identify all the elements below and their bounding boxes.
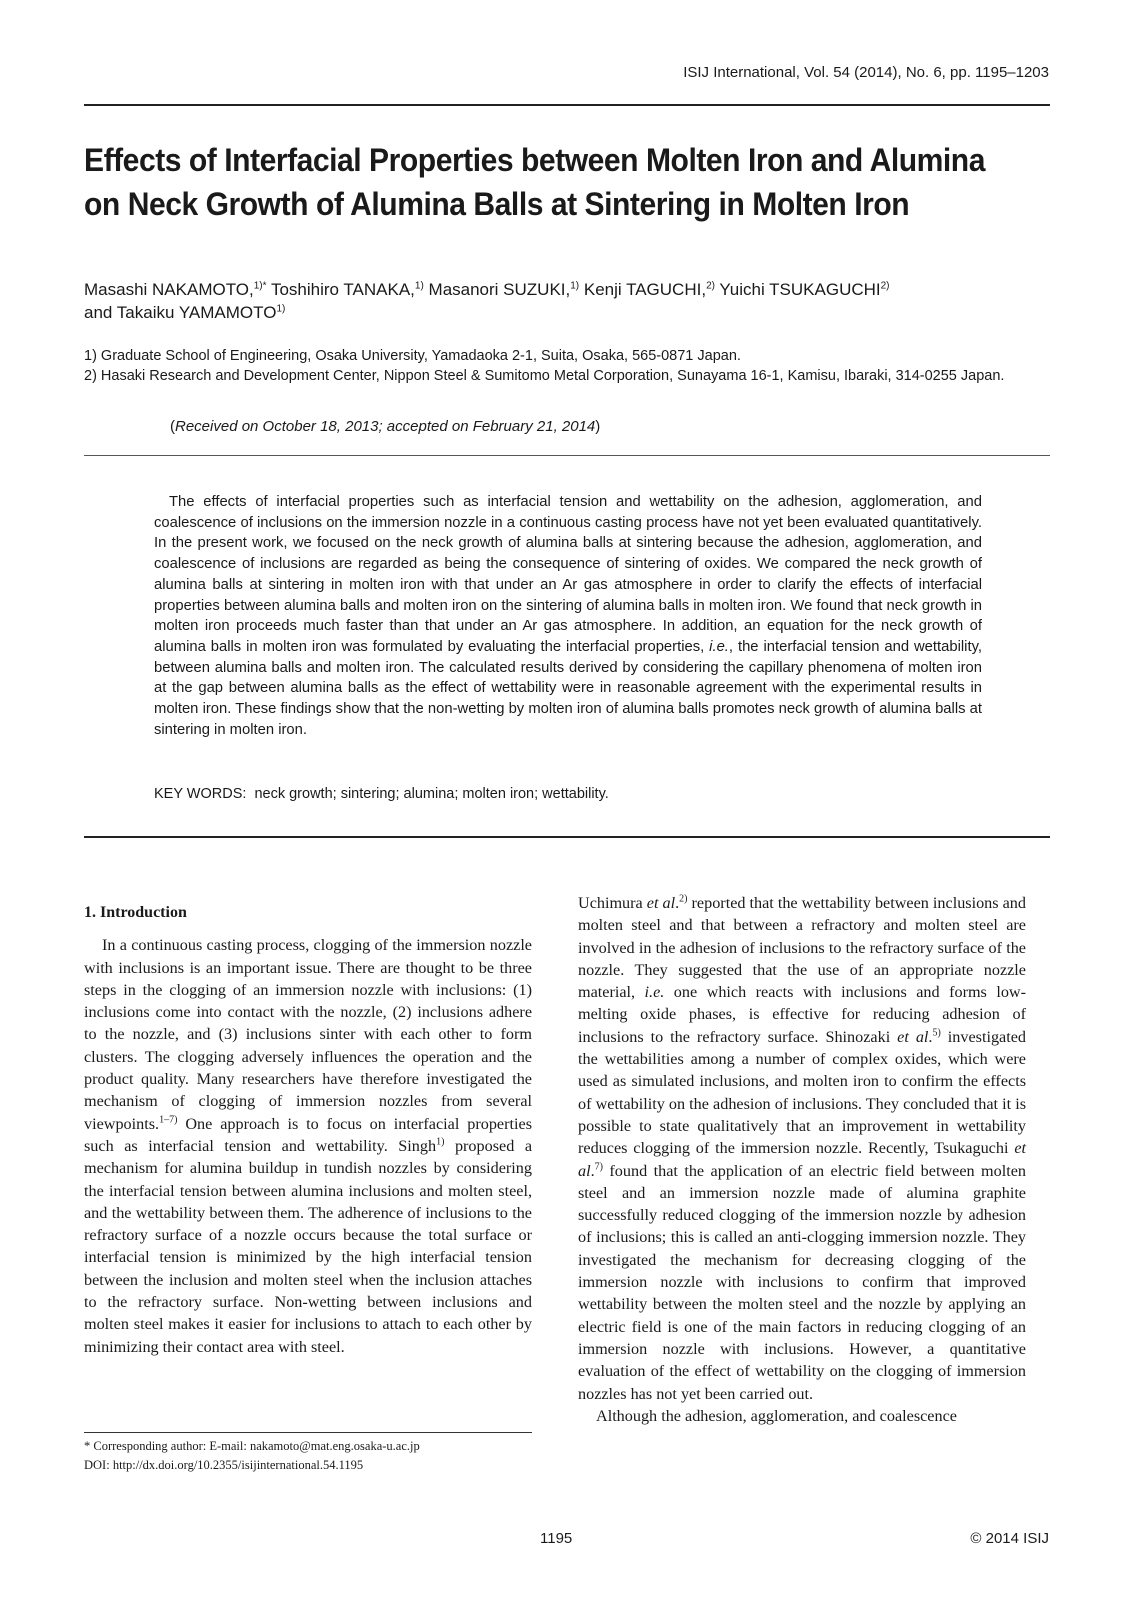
author-name: Yuichi TSUKAGUCHI xyxy=(719,280,881,299)
author-name: Kenji TAGUCHI, xyxy=(583,280,707,299)
keywords-text: neck growth; sintering; alumina; molten iron; wettability. xyxy=(254,786,609,802)
citation: 2) xyxy=(679,893,688,905)
affiliation-item: 1) Graduate School of Engineering, Osaka University, Yamadaoka 2-1, Suita, Osaka, 565-0871 Japan. xyxy=(84,348,741,364)
body-text: In a continuous casting process, clogging of the immersion nozzle with inclusions is an important issue. There are thought to be three steps in the clogging of an immersion nozzle with inclusions: (1) inclusions come into contact with the nozzle, (2) inclusions adhere to the nozzle, and (3) inclusions sinter with each other to form clusters. The clogging adversely influences the operation and the product quality. Many researchers have therefore investigated the mechanism of clogging of immersion nozzles from several viewpoints. xyxy=(84,936,532,1133)
paper-title: Effects of Interfacial Properties between Molten Iron and Alumina on Neck Growth of Alumina Balls at Sintering in Molten Iron xyxy=(84,142,985,222)
body-column-right xyxy=(578,892,1026,1427)
author-affiliation-mark: 2) xyxy=(880,280,890,292)
keywords-label: KEY WORDS: xyxy=(154,786,247,802)
doi: DOI: http://dx.doi.org/10.2355/isijinternational.54.1195 xyxy=(84,1458,364,1472)
author-affiliation-mark: 1) xyxy=(414,280,424,292)
abstract-bottom-rule xyxy=(84,836,1050,838)
footnote xyxy=(84,1437,532,1475)
affiliation-list xyxy=(84,346,1050,386)
citation: 1–7) xyxy=(159,1114,178,1126)
received-text: Received on October 18, 2013; accepted on February 21, 2014 xyxy=(175,418,596,435)
author-name: Masashi NAKAMOTO, xyxy=(84,280,254,299)
abstract-ie: i.e. xyxy=(709,638,729,655)
body-ie: i.e. xyxy=(644,983,665,1002)
keywords xyxy=(154,786,609,802)
body-column-left xyxy=(84,896,532,1358)
section-heading: 1. Introduction xyxy=(84,904,187,921)
corresponding-author: * Corresponding author: E-mail: nakamoto@mat.eng.osaka-u.ac.jp xyxy=(84,1439,420,1453)
abstract-text: , the interfacial tension and wettability, between alumina balls and molten iron. The calculated results derived by considering the capillary phenomena of molten iron at the gap between alumina balls as the effect of wettability were in reasonable agreement with the experimental results in molten iron. These findings show that the non-wetting by molten iron of alumina balls promotes neck growth of alumina balls at sintering in molten iron. xyxy=(154,638,982,738)
author-affiliation-mark: 2) xyxy=(706,280,715,292)
et-al: et al xyxy=(646,894,676,912)
citation: 5) xyxy=(932,1027,941,1039)
body-text: found that the application of an electric field between molten steel and an immersion nozzle made of alumina graphite successfully reduced clogging of the immersion nozzle by adhesion of inclusions; this is called an anti-clogging immersion nozzle. They investigated the mechanism for decreasing clogging of the immersion nozzle with inclusions to confirm that improved wettability between the molten steel and the nozzle by applying an electric field is one of the main factors in reducing clogging of an immersion nozzle with inclusions. However, a quantitative evaluation of the effect of wettability on the clogging of immersion nozzles has not yet been carried out. xyxy=(578,1161,1026,1403)
abstract xyxy=(154,492,982,740)
et-al: et al xyxy=(897,1027,929,1046)
journal-reference: ISIJ International, Vol. 54 (2014), No. 6, pp. 1195–1203 xyxy=(683,64,1049,81)
author-name: Masanori SUZUKI, xyxy=(428,280,571,299)
body-text: reported that the wettability between inclusions and molten steel and that between a refractory and molten steel are involved in the adhesion of inclusions to the refractory surface of the nozzle. They suggested that the use of an appropriate nozzle material, xyxy=(578,894,1026,1002)
body-text: investigated the wettabilities among a number of complex oxides, which were used as simulated inclusions, and molten iron to confirm the effects of wettability on the adhesion of inclusions. They concluded that it is possible to state qualitatively that an improvement in wettability reduces clogging of the immersion nozzle. Recently, Tsukaguchi xyxy=(578,1027,1027,1158)
affiliation-item: 2) Hasaki Research and Development Center, Nippon Steel & Sumitomo Metal Corporation, Sunayama 16-1, Kamisu, Ibaraki, 314-0255 Japan. xyxy=(84,368,1005,384)
copyright: © 2014 ISIJ xyxy=(970,1530,1049,1547)
header-rule xyxy=(84,104,1050,106)
page-number: 1195 xyxy=(540,1530,573,1547)
citation: 7) xyxy=(594,1161,603,1173)
citation: 1) xyxy=(436,1136,445,1148)
body-paragraph: Although the adhesion, agglomeration, and coalescence xyxy=(596,1406,957,1425)
author-affiliation-mark: 1) xyxy=(570,280,580,292)
author-affiliation-mark: 1)* xyxy=(253,280,267,292)
body-text: One approach is to focus on interfacial properties such as interfacial tension and wettability. Singh xyxy=(84,1114,532,1155)
footnote-rule xyxy=(84,1432,532,1433)
received-dates: (Received on October 18, 2013; accepted on February 21, 2014) xyxy=(170,418,601,435)
abstract-top-rule xyxy=(84,455,1050,456)
author-list xyxy=(84,278,1050,324)
body-text: one which reacts with inclusions and forms low-melting oxide phases, is effective for reducing adhesion of inclusions to the refractory surface. Shinozaki xyxy=(578,983,1026,1046)
body-text: proposed a mechanism for alumina buildup in tundish nozzles by considering the interfacial tension between alumina inclusions and molten steel, and the wettability between them. The adherence of inclusions to the refractory surface of a nozzle occurs because the total surface or interfacial tension is minimized by the high interfacial tension between the inclusion and molten steel when the inclusion attaches to the refractory surface. Non-wetting between inclusions and molten steel makes it easier for inclusions to attach to each other by minimizing their contact area with steel. xyxy=(84,1136,533,1356)
author-name: and Takaiku YAMAMOTO xyxy=(84,303,277,322)
body-text: Uchimura xyxy=(578,894,647,912)
author-affiliation-mark: 1) xyxy=(276,303,286,315)
et-al: et al xyxy=(578,1139,1026,1180)
author-name: Toshihiro TANAKA, xyxy=(270,280,415,299)
body-paragraph: Uchimura et al.$^{2)}$ reported that the wettability between inclusions and molten steel and that between a refractory and molten steel are involved in the adhesion of inclusions to the refractory surface of the nozzle. They suggested that the use of an appropriate nozzle material, i.e. one which reacts with inclusions and forms low-melting oxide phases, is effective for reducing adhesion of inclusions to the refractory surface. Shinozaki et al.$^{5)}$ investigated the wettabilities among a number of complex oxides, which were used as simulated inclusions, and molten iron to confirm the effects of wettability on the adhesion of inclusions. They concluded that it is possible to state qualitatively that an improvement in wettability reduces clogging of the immersion nozzle. Recently, Tsukaguchi et al.$^{7)}$ found that the application of an electric field between molten steel and an immersion nozzle made of alumina graphite successfully reduced clogging of the immersion nozzle by adhesion of inclusions; this is called an anti-clogging immersion nozzle. They investigated the mechanism for decreasing clogging of the immersion nozzle with inclusions to confirm that improved wettability between the molten steel and the nozzle by applying an electric field is one of the main factors in reducing clogging of an immersion nozzle with inclusions. However, a quantitative evaluation of the effect of wettability on the clogging of immersion nozzles has not yet been carried out. xyxy=(578,893,1027,1403)
body-paragraph xyxy=(84,934,532,1358)
abstract-text: The effects of interfacial properties such as interfacial tension and wettability on the adhesion, agglomeration, and coalescence of inclusions on the immersion nozzle in a continuous casting process have not yet been evaluated quantitatively. In the present work, we focused on the neck growth of alumina balls at sintering because the adhesion, agglomeration, and coalescence of inclusions are regarded as being the consequence of sintering of oxides. We compared the neck growth of alumina balls at sintering in molten iron with that under an Ar gas atmosphere in order to clarify the effects of interfacial properties between alumina balls and molten iron on the sintering of alumina balls in molten iron. We found that neck growth in molten iron proceeds much faster than that under an Ar gas atmosphere. In addition, an equation for the neck growth of alumina balls in molten iron was formulated by evaluating the interfacial properties, xyxy=(154,494,982,655)
